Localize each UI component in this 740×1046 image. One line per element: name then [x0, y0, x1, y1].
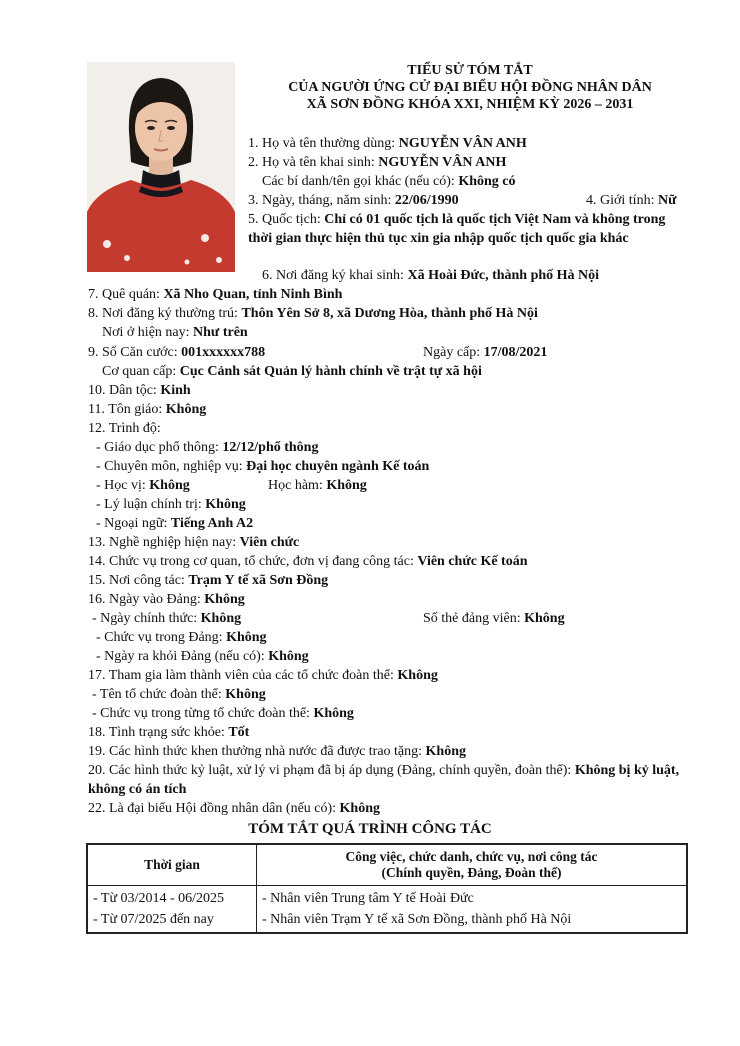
- field-organization-position: - Chức vụ trong từng tổ chức đoàn thể: Không: [92, 706, 354, 721]
- header-term: XÃ SƠN ĐỒNG KHÓA XXI, NHIỆM KỲ 2026 – 2031: [306, 97, 634, 112]
- field-nationality: 5. Quốc tịch: Chỉ có 01 quốc tịch là quốc tịch Việt Nam và không trong thời gian thực hiện thủ tục xin gia nhập quốc tịch quốc gia khác: [248, 212, 666, 246]
- field-general-education: - Giáo dục phổ thông: 12/12/phổ thông: [96, 440, 319, 455]
- field-organizations: 17. Tham gia làm thành viên của các tổ chức đoàn thể: Không: [88, 668, 438, 683]
- field-party-join-date: 16. Ngày vào Đảng: Không: [88, 592, 245, 607]
- column-header-description: Công việc, chức danh, chức vụ, nơi công tác (Chính quyền, Đảng, Đoàn thể): [257, 844, 688, 886]
- field-ethnicity: 10. Dân tộc: Kinh: [88, 383, 191, 398]
- field-council-membership: 22. Là đại biểu Hội đồng nhân dân (nếu có): Không: [88, 801, 381, 816]
- table-header-row: [87, 844, 687, 886]
- candidate-photo: [87, 62, 235, 272]
- column-header-time: Thời gian: [87, 844, 257, 886]
- field-occupation: 13. Nghề nghiệp hiện nay: Viên chức: [88, 535, 300, 550]
- field-degree: - Học vị: Không: [96, 478, 190, 493]
- field-party-official-date: - Ngày chính thức: Không: [92, 611, 242, 626]
- field-birth-registration: 6. Nơi đăng ký khai sinh: Xã Hoài Đức, thành phố Hà Nội: [262, 268, 600, 283]
- field-academic-title: Học hàm: Không: [268, 478, 367, 493]
- field-dob: 3. Ngày, tháng, năm sinh: 22/06/1990: [248, 193, 459, 208]
- field-party-card: Số thẻ đảng viên: Không: [423, 611, 565, 626]
- work-history-table: [86, 843, 688, 934]
- field-gender: 4. Giới tính: Nữ: [586, 193, 677, 208]
- field-health: 18. Tình trạng sức khỏe: Tốt: [88, 725, 250, 740]
- field-foreign-language: - Ngoại ngữ: Tiếng Anh A2: [96, 516, 254, 531]
- field-party-position: - Chức vụ trong Đảng: Không: [96, 630, 267, 645]
- field-party-leave-date: - Ngày ra khỏi Đảng (nếu có): Không: [96, 649, 309, 664]
- table-row: [87, 886, 687, 934]
- field-common-name: 1. Họ và tên thường dùng: NGUYỄN VÂN ANH: [248, 136, 527, 151]
- field-birth-name: 2. Họ và tên khai sinh: NGUYỄN VÂN ANH: [248, 155, 507, 170]
- work-history-title: TÓM TẮT QUÁ TRÌNH CÔNG TÁC: [248, 821, 492, 837]
- work-description-cell: - Nhân viên Trung tâm Y tế Hoài Đức - Nhân viên Trạm Y tế xã Sơn Đồng, thành phố Hà Nội: [257, 886, 688, 934]
- field-id-number: 9. Số Căn cước: 001xxxxxx788: [88, 345, 266, 360]
- field-political-theory: - Lý luận chính trị: Không: [96, 497, 246, 512]
- field-id-issuer: Cơ quan cấp: Cục Cảnh sát Quản lý hành chính về trật tự xã hội: [102, 364, 482, 379]
- field-education-heading: 12. Trình độ:: [88, 421, 161, 436]
- field-organization-name: - Tên tổ chức đoàn thể: Không: [92, 687, 266, 702]
- field-awards: 19. Các hình thức khen thưởng nhà nước đã được trao tặng: Không: [88, 744, 467, 759]
- field-aliases: Các bí danh/tên gọi khác (nếu có): Không có: [262, 174, 516, 189]
- field-specialty: - Chuyên môn, nghiệp vụ: Đại học chuyên ngành Kế toán: [96, 459, 430, 474]
- field-current-residence: Nơi ở hiện nay: Như trên: [102, 325, 248, 340]
- header-subtitle: CỦA NGƯỜI ỨNG CỬ ĐẠI BIỂU HỘI ĐỒNG NHÂN DÂN: [288, 80, 652, 95]
- field-permanent-residence: 8. Nơi đăng ký thường trú: Thôn Yên Sở 8, xã Dương Hòa, thành phố Hà Nội: [88, 306, 538, 321]
- field-position: 14. Chức vụ trong cơ quan, tổ chức, đơn vị đang công tác: Viên chức Kế toán: [88, 554, 528, 569]
- field-id-issue-date: Ngày cấp: 17/08/2021: [423, 345, 548, 360]
- work-time-cell: - Từ 03/2014 - 06/2025 - Từ 07/2025 đến nay: [87, 886, 257, 934]
- field-hometown: 7. Quê quán: Xã Nho Quan, tỉnh Ninh Bình: [88, 287, 343, 302]
- field-religion: 11. Tôn giáo: Không: [88, 402, 207, 417]
- document-header: [250, 62, 690, 113]
- field-workplace: 15. Nơi công tác: Trạm Y tế xã Sơn Đồng: [88, 573, 329, 588]
- field-discipline: 20. Các hình thức kỷ luật, xử lý vi phạm đã bị áp dụng (Đảng, chính quyền, đoàn thể): Không bị kỷ luật, không có án tích: [88, 763, 680, 797]
- header-title: TIỂU SỬ TÓM TẮT: [407, 63, 533, 78]
